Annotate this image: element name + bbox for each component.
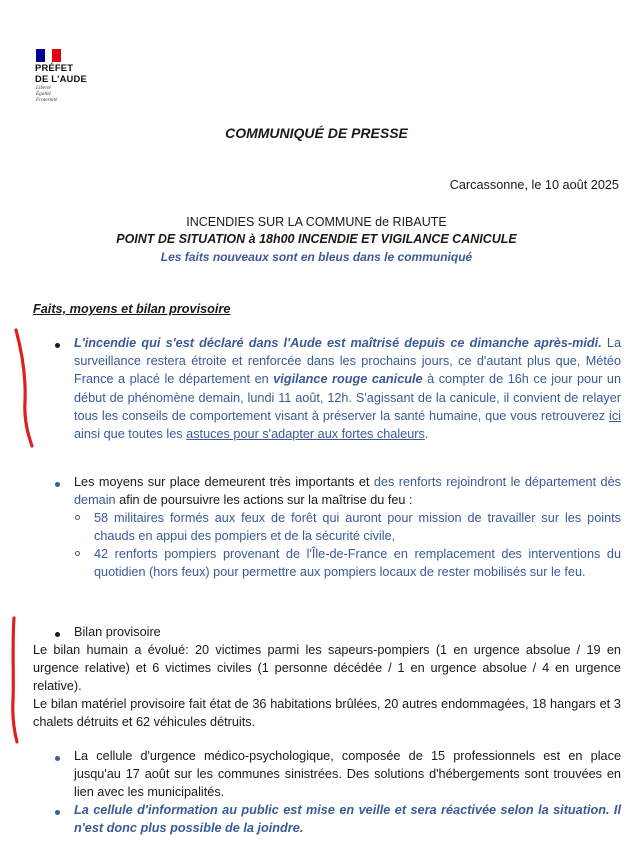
headline-3: Les faits nouveaux sont en bleus dans le communiqué [160, 250, 473, 264]
red-mark-2 [13, 618, 17, 742]
para1-text-1: La surveillance restera étroite et renforcée dans les prochains jours, ce d'autant plus que, Météo France a placé le département en [74, 336, 621, 387]
dateline: Carcassonne, le 10 août 2025 [449, 178, 619, 192]
paragraph-4: La cellule d'information au public est mise en veille et sera réactivée selon la situation. Il n'est donc plus possible de la joindre. [74, 803, 621, 836]
logo-line-2: DE L'AUDE [35, 72, 87, 84]
para2-text-2: afin de poursuivre les actions sur la maîtrise du feu : [115, 493, 413, 508]
sub-item-1: 58 militaires formés aux feux de forêt qui auront pour mission de travailler sur les points chauds en appui des pompiers et de la sécurité civile, [94, 511, 621, 544]
para2-text-1: Les moyens sur place demeurent très importants et [74, 475, 374, 489]
link-ici[interactable]: ici [609, 408, 621, 423]
bilan-humain: Le bilan humain a évolué: 20 victimes parmi les sapeurs-pompiers (1 en urgence absolue / 19 en urgence relative) et 6 victimes civiles (1 personne décédée / 1 en urgence absolue / 4 en urgence relative). [33, 643, 621, 694]
headline-2: POINT DE SITUATION à 18h00 INCENDIE ET VIGILANCE CANICULE [116, 232, 517, 246]
paragraph-3: La cellule d'urgence médico-psychologique, composée de 15 professionnels est en place jusqu'au 17 août sur les communes sinistrées. Des solutions d'hébergements sont trouvées en lien avec les municipalités. [74, 749, 621, 800]
document-title: COMMUNIQUÉ DE PRESSE [225, 125, 408, 141]
para1-vigilance: vigilance rouge canicule [273, 372, 423, 387]
bilan-label: Bilan provisoire [74, 625, 161, 639]
para1-text-4: . [424, 427, 429, 442]
para1-lead: L'incendie qui s'est déclaré dans l'Aude est maîtrisé depuis ce dimanche après-midi. [74, 336, 602, 350]
para1-text-3: ainsi que toutes les [74, 427, 187, 442]
logo-line-1: PRÉFET [35, 62, 74, 73]
red-mark-1 [16, 330, 32, 446]
motto-liberte: Liberté [36, 85, 51, 91]
para1-text-2: à compter de 16h ce jour pour un début de phénomène demain, lundi 11 août, 12h. S'agissant de la canicule, il convient de relayer tous les conseils de comportement visant à préserver la santé humaine, que vous retrouverez [74, 372, 622, 423]
motto-fraternite: Fraternité [36, 96, 58, 103]
link-astuces[interactable]: astuces pour s'adapter aux fortes chaleurs [186, 427, 425, 442]
section-title: Faits, moyens et bilan provisoire [33, 302, 231, 316]
para2-blue: des renforts rejoindront le département dès demain [74, 475, 621, 508]
motto-egalite: Égalité [36, 90, 51, 97]
headline-1: INCENDIES SUR LA COMMUNE de RIBAUTE [186, 215, 447, 229]
sub-item-2: 42 renforts pompiers provenant de l'Île-de-France en remplacement des interventions du quotidien (hors feux) pour permettre aux pompiers locaux de rester mobilisés sur le feu. [94, 547, 621, 580]
bilan-materiel: Le bilan matériel provisoire fait état de 36 habitations brûlées, 20 autres endommagées, 18 hangars et 3 chalets détruits et 62 véhicules détruits. [33, 697, 621, 730]
